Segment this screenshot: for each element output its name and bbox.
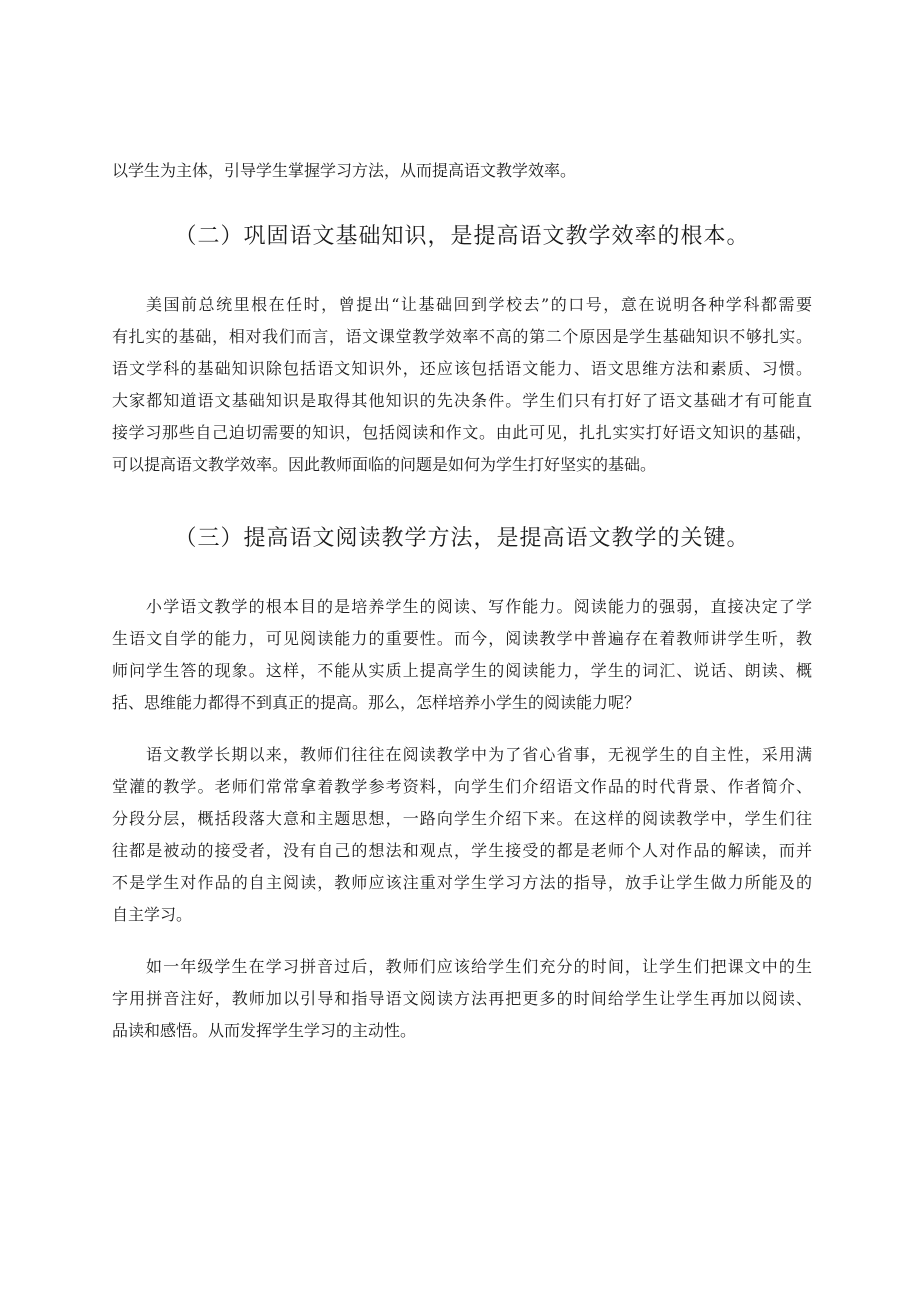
document-body bbox=[112, 155, 812, 1067]
paragraph-line: 分段分层，概括段落大意和主题思想，一路向学生介绍下来。在这样的阅读教学中，学生们往 bbox=[112, 809, 812, 828]
paragraph-line: 品读和感悟。从而发挥学生学习的主动性。 bbox=[112, 1021, 417, 1040]
paragraph-line: 自主学习。 bbox=[112, 905, 193, 924]
paragraph-line: 可以提高语文教学效率。因此教师面临的问题是如何为学生打好坚实的基础。 bbox=[112, 455, 657, 474]
paragraph-line: 生语文自学的能力，可见阅读能力的重要性。而今，阅读教学中普遍存在着教师讲学生听，教 bbox=[112, 629, 812, 648]
intro-line: 以学生为主体，引导学生掌握学习方法，从而提高语文教学效率。 bbox=[112, 161, 577, 180]
paragraph-line: 括、思维能力都得不到真正的提高。那么，怎样培养小学生的阅读能力呢？ bbox=[112, 693, 641, 712]
paragraph-line: 语文教学长期以来，教师们往往在阅读教学中为了省心省事，无视学生的自主性，采用满 bbox=[146, 745, 812, 764]
paragraph-line: 如一年级学生在学习拼音过后，教师们应该给学生们充分的时间，让学生们把课文中的生 bbox=[146, 957, 812, 976]
paragraph-line: 美国前总统里根在任时，曾提出“让基础回到学校去”的口号，意在说明各种学科都需要 bbox=[146, 295, 812, 314]
paragraph-line: 有扎实的基础，相对我们而言，语文课堂教学效率不高的第二个原因是学生基础知识不够扎实。 bbox=[112, 327, 812, 346]
paragraph bbox=[112, 591, 812, 719]
paragraph bbox=[112, 739, 812, 931]
paragraph-line: 语文学科的基础知识除包括语文知识外，还应该包括语文能力、语文思维方法和素质、习惯。 bbox=[112, 359, 812, 378]
section-heading-3: （三）提高语文阅读教学方法，是提高语文教学的关键。 bbox=[174, 526, 750, 551]
paragraph-line: 字用拼音注好，教师加以引导和指导语文阅读方法再把更多的时间给学生让学生再加以阅读、 bbox=[112, 989, 812, 1008]
section-heading-2: （二）巩固语文基础知识，是提高语文教学效率的根本。 bbox=[174, 224, 750, 249]
paragraph-line: 大家都知道语文基础知识是取得其他知识的先决条件。学生们只有打好了语文基础才有可能直 bbox=[112, 391, 812, 410]
paragraph-line: 接学习那些自己迫切需要的知识，包括阅读和作文。由此可见，扎扎实实打好语文知识的基础， bbox=[112, 423, 812, 442]
paragraph bbox=[112, 289, 812, 481]
paragraph-line: 往都是被动的接受者，没有自己的想法和观点，学生接受的都是老师个人对作品的解读，而并 bbox=[112, 841, 812, 860]
paragraph bbox=[112, 951, 812, 1047]
paragraph-line: 堂灌的教学。老师们常常拿着教学参考资料，向学生们介绍语文作品的时代背景、作者简介、 bbox=[112, 777, 812, 796]
paragraph-line: 师问学生答的现象。这样，不能从实质上提高学生的阅读能力，学生的词汇、说话、朗读、概 bbox=[112, 661, 812, 680]
paragraph-line: 不是学生对作品的自主阅读，教师应该注重对学生学习方法的指导，放手让学生做力所能及的 bbox=[112, 873, 812, 892]
paragraph-line: 小学语文教学的根本目的是培养学生的阅读、写作能力。阅读能力的强弱，直接决定了学 bbox=[146, 597, 812, 616]
